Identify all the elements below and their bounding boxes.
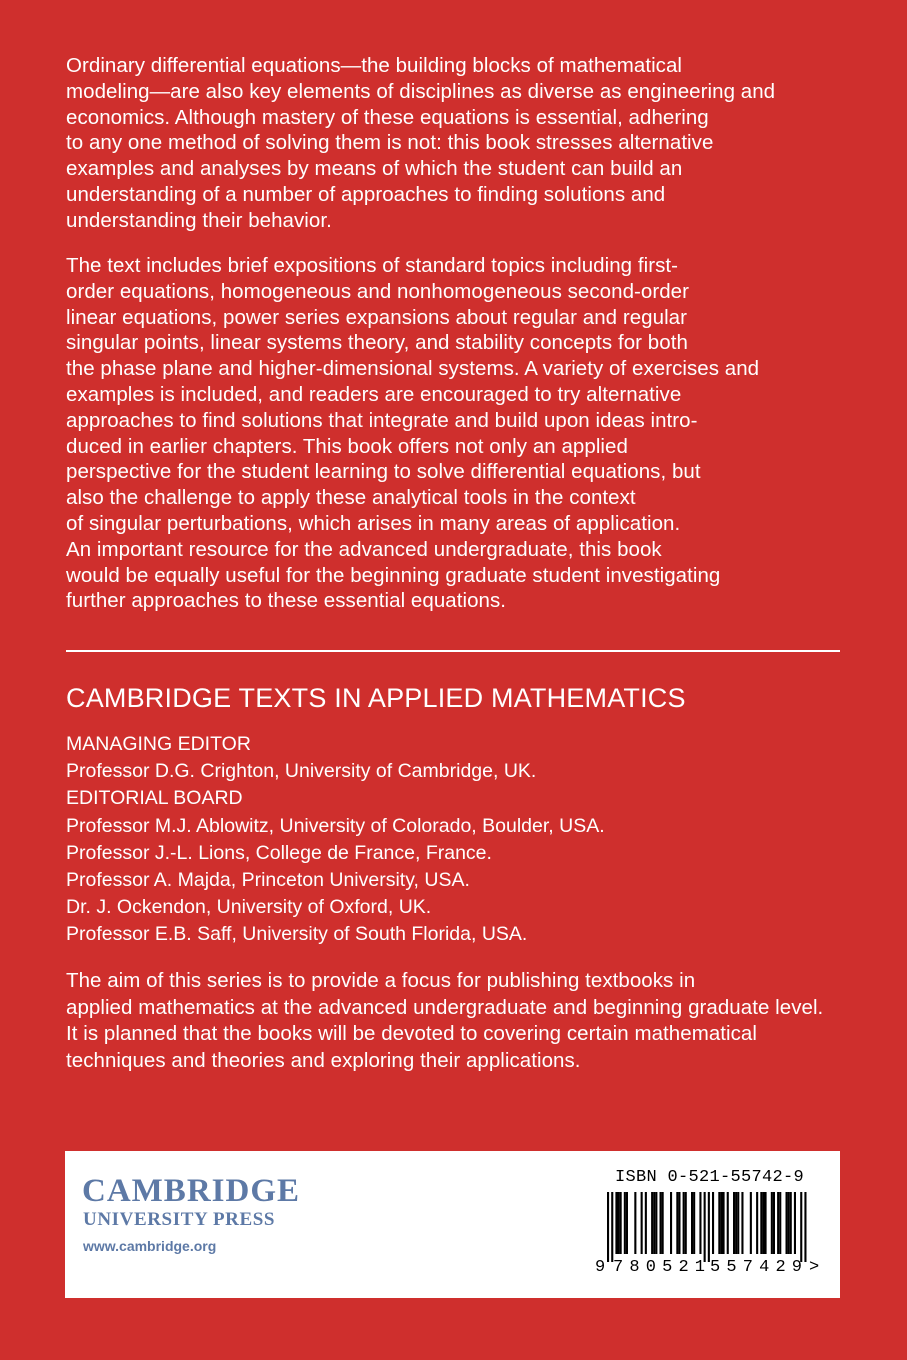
isbn-label: ISBN 0-521-55742-9 (615, 1168, 805, 1187)
barcode-bar (723, 1192, 725, 1254)
barcode-bar (641, 1192, 643, 1254)
barcode-bar (735, 1192, 737, 1254)
barcode-bar (779, 1192, 781, 1254)
barcode-bar (653, 1192, 655, 1254)
barcode-bar (624, 1192, 626, 1254)
board-line: MANAGING EDITOR (66, 733, 251, 755)
barcode-bar (777, 1192, 779, 1254)
barcode-bar (620, 1192, 622, 1254)
barcode-bar (651, 1192, 653, 1254)
barcode-bar (788, 1192, 790, 1254)
barcode-bar (712, 1192, 714, 1254)
barcode-bar (691, 1192, 693, 1254)
board-line: Professor M.J. Ablowitz, University of Colorado, Boulder, USA. (66, 814, 605, 837)
barcode-bar (794, 1192, 796, 1254)
barcode-bar (720, 1192, 722, 1254)
barcode-bar (655, 1192, 657, 1254)
barcode-bar (750, 1192, 752, 1254)
barcode-bar (771, 1192, 773, 1254)
description-paragraph-2: The text includes brief expositions of standard topics including first- order equations, homogeneous and nonhomogeneous second-order linear equations, power series expansions about regular and regular singular points, linear systems theory, and stability concepts for both the phase plane and higher-dimensional systems. A variety of exercises and examples is included, and readers are encouraged to try alternative approaches to find solutions that integrate and build upon ideas intro- duced in earlier chapters. This book offers not only an applied perspective for the student learning to solve differential equations, but also the challenge to apply these analytical tools in the context of singular perturbations, which arises in many areas of application. An important resource for the advanced undergraduate, this book would be equally useful for the beginning graduate student investigating further approaches to these essential equations. (66, 254, 760, 613)
barcode-bar (718, 1192, 720, 1254)
series-title: CAMBRIDGE TEXTS IN APPLIED MATHEMATICS (66, 683, 686, 713)
board-line: Professor A. Majda, Princeton University, USA. (66, 869, 470, 892)
barcode-bar (683, 1192, 685, 1254)
barcode-guard-bar (804, 1192, 806, 1262)
editorial-board-list (66, 731, 605, 949)
barcode-guard-bar (800, 1192, 802, 1262)
barcode-bar (645, 1192, 647, 1254)
barcode-bar (773, 1192, 775, 1254)
barcode-bar (626, 1192, 628, 1254)
barcode-bar (634, 1192, 636, 1254)
barcode-bar (699, 1192, 701, 1254)
description-paragraph-1: Ordinary differential equations—the building blocks of mathematical modeling—are also key elements of disciplines as diverse as engineering and economics. Although mastery of these equations is essential, adhering to any one method of solving them is not: this book stresses alternative examples and analyses by means of which the student can build an understanding of a number of approaches to finding solutions and understanding their behavior. (66, 54, 776, 232)
barcode-guard-bar (704, 1192, 706, 1262)
barcode-bar (790, 1192, 792, 1254)
barcode-bar (733, 1192, 735, 1254)
board-line: Professor D.G. Crighton, University of Cambridge, UK. (66, 760, 537, 783)
barcode-right-digits: 557429 (710, 1258, 802, 1276)
barcode-guard-bar (611, 1192, 613, 1262)
barcode-bar (662, 1192, 664, 1254)
barcode-bar (741, 1192, 743, 1254)
barcode-bar (676, 1192, 678, 1254)
publisher-barcode-panel (65, 1151, 840, 1298)
barcode-bar (786, 1192, 788, 1254)
barcode-quiet-mark: > (809, 1258, 820, 1276)
barcode-lead-digit: 9 (595, 1258, 606, 1276)
board-line: Professor J.-L. Lions, College de France, France. (66, 841, 492, 864)
barcode-bar (615, 1192, 617, 1254)
barcode-left-digits: 780521 (613, 1258, 705, 1276)
board-line: EDITORIAL BOARD (66, 787, 243, 810)
barcode-guard-bar (607, 1192, 609, 1262)
barcode-bar (765, 1192, 767, 1254)
barcode-bar (762, 1192, 764, 1254)
barcode-bar (756, 1192, 758, 1254)
publisher-name: CAMBRIDGE (82, 1173, 301, 1209)
barcode-bar (618, 1192, 620, 1254)
barcode-bar (760, 1192, 762, 1254)
publisher-logo (82, 1173, 300, 1255)
publisher-subname: UNIVERSITY PRESS (83, 1209, 276, 1230)
barcode-bar (660, 1192, 662, 1254)
publisher-url: www.cambridge.org (83, 1238, 217, 1254)
ean13-barcode (593, 1192, 823, 1276)
section-divider (66, 650, 840, 652)
barcode-bar (670, 1192, 672, 1254)
barcode-bar (678, 1192, 680, 1254)
barcode-bar (727, 1192, 729, 1254)
board-line: Dr. J. Ockendon, University of Oxford, UK. (66, 896, 432, 919)
barcode-bar (685, 1192, 687, 1254)
board-line: Professor E.B. Saff, University of South Florida, USA. (66, 923, 528, 946)
series-aim-paragraph: The aim of this series is to provide a focus for publishing textbooks in applied mathematics at the advanced undergraduate and beginning graduate level. It is planned that the books will be devoted to covering certain mathematical techniques and theories and exploring their applications. (66, 969, 824, 1072)
barcode-guard-bar (708, 1192, 710, 1262)
barcode-bar (737, 1192, 739, 1254)
barcode-bar (693, 1192, 695, 1254)
